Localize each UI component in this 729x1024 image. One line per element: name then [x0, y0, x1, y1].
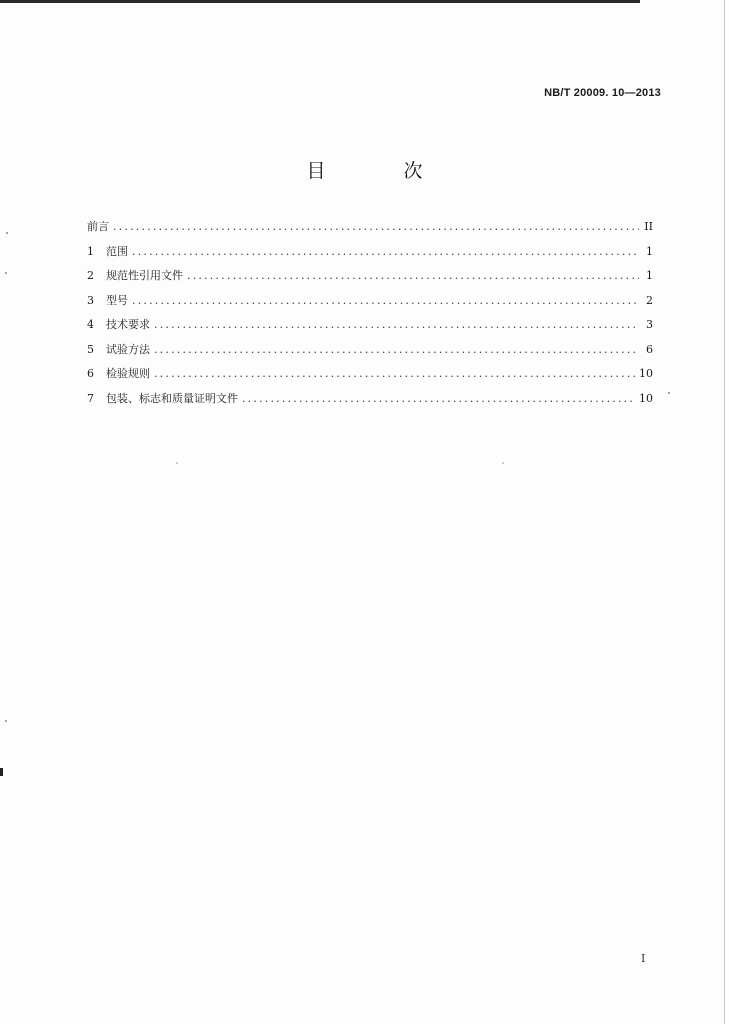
toc-entry-number: 3: [87, 293, 94, 307]
toc-entry-number: 2: [87, 269, 94, 282]
toc-entry-page: 6: [646, 342, 653, 356]
toc-entry-number: 6: [87, 367, 94, 380]
toc-leader-dots: [154, 343, 639, 356]
toc-entry-page: II: [644, 220, 653, 233]
toc-entry-technical-requirements[interactable]: [87, 316, 653, 341]
toc-leader-dots: [242, 392, 635, 405]
toc-entry-test-methods[interactable]: [87, 341, 653, 366]
toc-entry-title: 规范性引用文件: [106, 269, 183, 282]
scan-speck: [6, 232, 8, 234]
toc-entry-number: 7: [87, 391, 94, 405]
toc-leader-dots: [154, 318, 639, 331]
toc-entry-number: 5: [87, 342, 94, 356]
toc-entry-model[interactable]: [87, 292, 653, 317]
toc-entry-title: 范围: [106, 244, 128, 258]
toc-title: 目 次: [306, 160, 459, 182]
toc-entry-page: 1: [646, 269, 653, 282]
scan-speck: [668, 392, 670, 394]
toc-entry-page: 2: [646, 293, 653, 307]
toc-entry-page: 10: [639, 367, 653, 380]
scan-top-edge: [0, 0, 640, 3]
scan-left-mark: [0, 768, 3, 776]
toc-entry-title: 前言: [87, 220, 109, 233]
toc-entry-page: 1: [646, 244, 653, 258]
toc-leader-dots: [113, 220, 639, 233]
toc-entry-title: 技术要求: [106, 318, 150, 331]
toc-entry-title: 试验方法: [106, 342, 150, 356]
table-of-contents: [87, 218, 653, 414]
toc-entry-foreword[interactable]: [87, 218, 653, 243]
scan-speck: [502, 462, 504, 464]
toc-entry-title: 型号: [106, 293, 128, 307]
toc-leader-dots: [187, 269, 639, 282]
toc-leader-dots: [132, 294, 639, 307]
toc-entry-packaging[interactable]: [87, 390, 653, 415]
page-number: I: [641, 952, 646, 965]
scan-speck: [5, 720, 7, 722]
toc-entry-normative-references[interactable]: [87, 267, 653, 292]
scan-speck: [5, 272, 7, 274]
toc-entry-page: 10: [639, 391, 653, 405]
toc-entry-number: 1: [87, 244, 94, 258]
toc-entry-number: 4: [87, 318, 94, 331]
toc-entry-title: 检验规则: [106, 367, 150, 380]
toc-entry-inspection-rules[interactable]: [87, 365, 653, 390]
scan-speck: [176, 462, 178, 464]
toc-entry-title: 包装、标志和质量证明文件: [106, 391, 238, 405]
toc-entry-page: 3: [646, 318, 653, 331]
toc-leader-dots: [154, 367, 635, 380]
document-code: NB/T 20009. 10—2013: [544, 87, 661, 99]
toc-entry-scope[interactable]: [87, 243, 653, 268]
toc-leader-dots: [132, 245, 639, 258]
scan-right-edge: [724, 0, 725, 1024]
